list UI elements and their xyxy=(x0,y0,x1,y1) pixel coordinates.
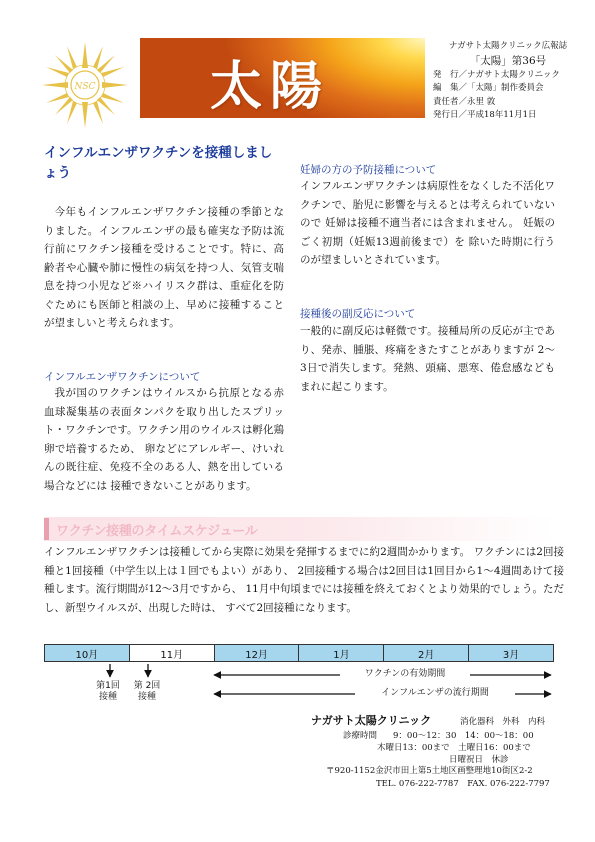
edited-by: 編 集／「太陽」制作委員会 xyxy=(433,83,544,93)
timeline-month: 3月 xyxy=(469,645,553,661)
side-effects-paragraph: 一般的に副反応は軽微です。接種局所の反応が主であり、発赤、腫脹、疼痛をきたすことがありますが 2～3日で消失します。発熱、頭痛、悪寒、倦怠感などもまれに起こります。 xyxy=(300,325,555,393)
hours-weekday: 9：00～12：30 14：00～18：00 xyxy=(393,731,534,741)
schedule-heading: ワクチン接種のタイムスケジュール xyxy=(56,524,258,539)
clinic-hours xyxy=(343,730,534,766)
effective-period-label: ワクチンの有効期間 xyxy=(340,669,470,680)
hours-closed: 日曜祝日 休診 xyxy=(449,755,509,765)
dose1-label xyxy=(88,681,128,703)
dose2-label xyxy=(127,681,167,703)
svg-text:NSC: NSC xyxy=(74,82,96,92)
article-title: インフルエンザワクチンを接種しましょう xyxy=(44,145,273,181)
masthead xyxy=(433,40,583,123)
dose2-label-line: 接種 xyxy=(137,692,156,702)
issue-date: 発行日／平成18年11月1日 xyxy=(433,110,537,120)
dose1-label-line: 第1回 xyxy=(96,681,120,691)
intro-paragraph xyxy=(44,203,284,333)
schedule-paragraph: インフルエンザワクチンは接種してから実際に効果を発揮するまでに約2週間かかります。 ワクチンには2回接種と1回接種（中学生以上は１回でもよい）があり、 2回接種する場合は2回目は1回目から1～4週間あけて接種します。流行期間が12～3月ですから、 11月中旬頃までには接種を終えておくとより効果的でしょう。ただし、新型ウイルスが、出現した時は、 すべて2回接種になります。 xyxy=(44,546,564,614)
vaccine-paragraph: 我が国のワクチンはウイルスから抗原となる赤血球凝集基の表面タンパクを取り出したスプリット・ワクチンです。ワクチン用のウイルスは孵化鶏卵で培養するため、 卵などにアレルギー、けいれんの既往症、免疫不全のある人、熱を出している場合などには 接種できないことがあります。 xyxy=(44,387,284,492)
timeline-month: 12月 xyxy=(215,645,300,661)
vaccine-heading: インフルエンザワクチンについて xyxy=(44,371,201,383)
departments: 消化器科 外科 内科 xyxy=(460,717,546,727)
dose1-label-line: 接種 xyxy=(98,692,117,702)
side-effects-heading: 接種後の副反応について xyxy=(300,308,416,320)
timeline-month: 2月 xyxy=(384,645,469,661)
epidemic-period-label: インフルエンザの流行期間 xyxy=(355,688,515,699)
clinic-address: 〒920-1152金沢市田上第5土地区画整理地10街区2-2 xyxy=(326,766,533,776)
clinic-contact: TEL. 076-222-7787 FAX. 076-222-7797 xyxy=(376,779,550,789)
intro-text: 今年もインフルエンザワクチン接種の季節となりました。インフルエンザの最も確実な予防は流行前にワクチン接種を受けることです。特に、高齢者や心臓や肺に慢性の病気を持つ人、気管支喘息を持つ小児など※ハイリスク群は、重症化を防ぐためにも医師と相談の上、早めに接種することが望ましいと考えられます。 xyxy=(44,206,284,329)
hours-label: 診療時間 xyxy=(343,731,378,741)
issued-by: 発 行／ナガサト太陽クリニック xyxy=(433,69,560,80)
sun-logo-icon xyxy=(40,40,130,130)
banner-title: 太陽 xyxy=(210,56,331,117)
schedule-heading-bar xyxy=(44,518,49,540)
responsible-person: 責任者／永里 敦 xyxy=(433,96,496,107)
issue-number: 「太陽」第36号 xyxy=(469,54,547,67)
hours-thu-sat: 木曜日13：00まで 土曜日16：00まで xyxy=(377,743,531,753)
timeline-month: 1月 xyxy=(299,645,384,661)
publisher-line: ナガサト太陽クリニック広報誌 xyxy=(448,41,568,51)
pregnancy-paragraph: インフルエンザワクチンは病原性をなくした不活化ワクチンで、胎児に影響を与えるとは考えられていないので 妊婦は接種不適当者には含まれません。 妊娠のごく初期（妊娠13週前後まで）を 除いた時期に行うのが望ましいとされています。 xyxy=(300,180,555,266)
timeline-month: 11月 xyxy=(130,645,215,661)
pregnancy-heading: 妊婦の方の予防接種について xyxy=(300,164,437,176)
clinic-name: ナガサト太陽クリニック xyxy=(311,714,432,727)
dose2-label-line: 第 2回 xyxy=(133,681,161,691)
month-timeline xyxy=(44,644,554,662)
title-banner xyxy=(140,38,425,118)
timeline-month: 10月 xyxy=(45,645,130,661)
